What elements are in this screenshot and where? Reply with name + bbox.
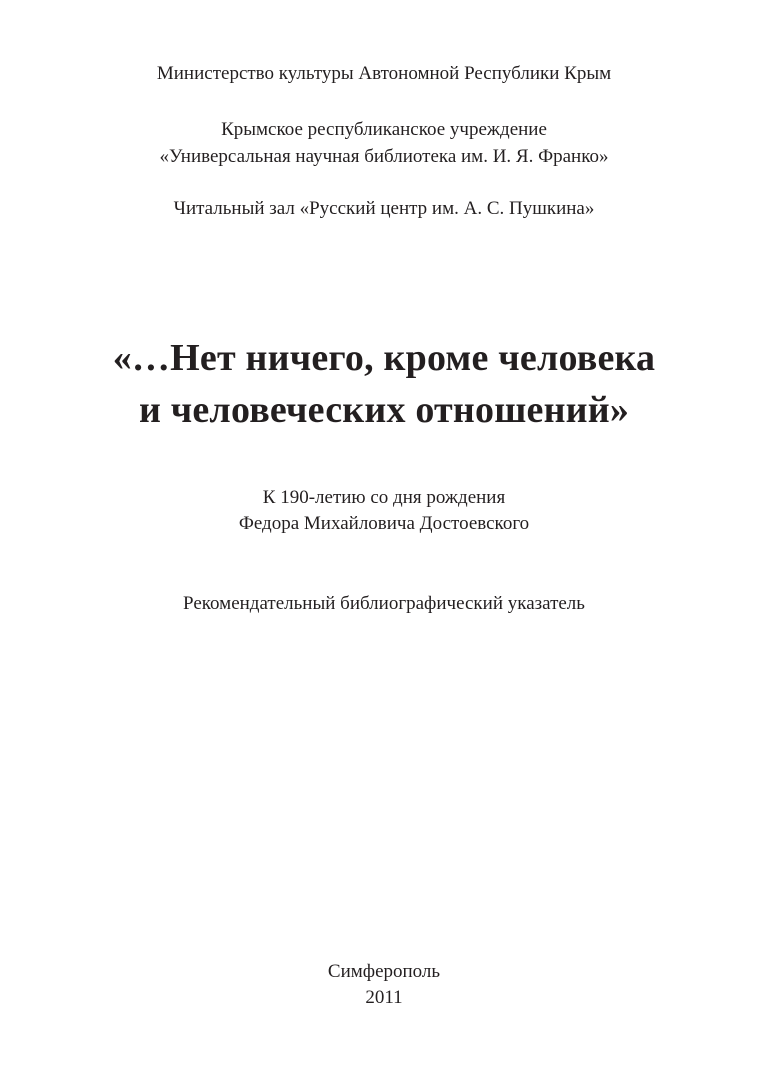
imprint-year: 2011	[365, 987, 403, 1008]
publication-genre: Рекомендательный библиографический указатель	[183, 593, 585, 614]
dedication-line2: Федора Михайловича Достоевского	[238, 513, 530, 534]
imprint-city: Симферополь	[327, 961, 441, 982]
book-title-line1: «…Нет ничего, кроме человека	[112, 337, 656, 379]
dedication-line1: К 190-летию со дня рождения	[262, 487, 506, 508]
ministry-name: Министерство культуры Автономной Республики Крым	[156, 63, 612, 84]
institution-name-line2: «Универсальная научная библиотека им. И. Я. Франко»	[159, 146, 609, 167]
institution-name-line1: Крымское республиканское учреждение	[221, 119, 547, 140]
reading-room-name: Читальный зал «Русский центр им. А. С. Пушкина»	[173, 198, 595, 219]
book-title-line2: и человеческих отношений»	[138, 389, 630, 431]
